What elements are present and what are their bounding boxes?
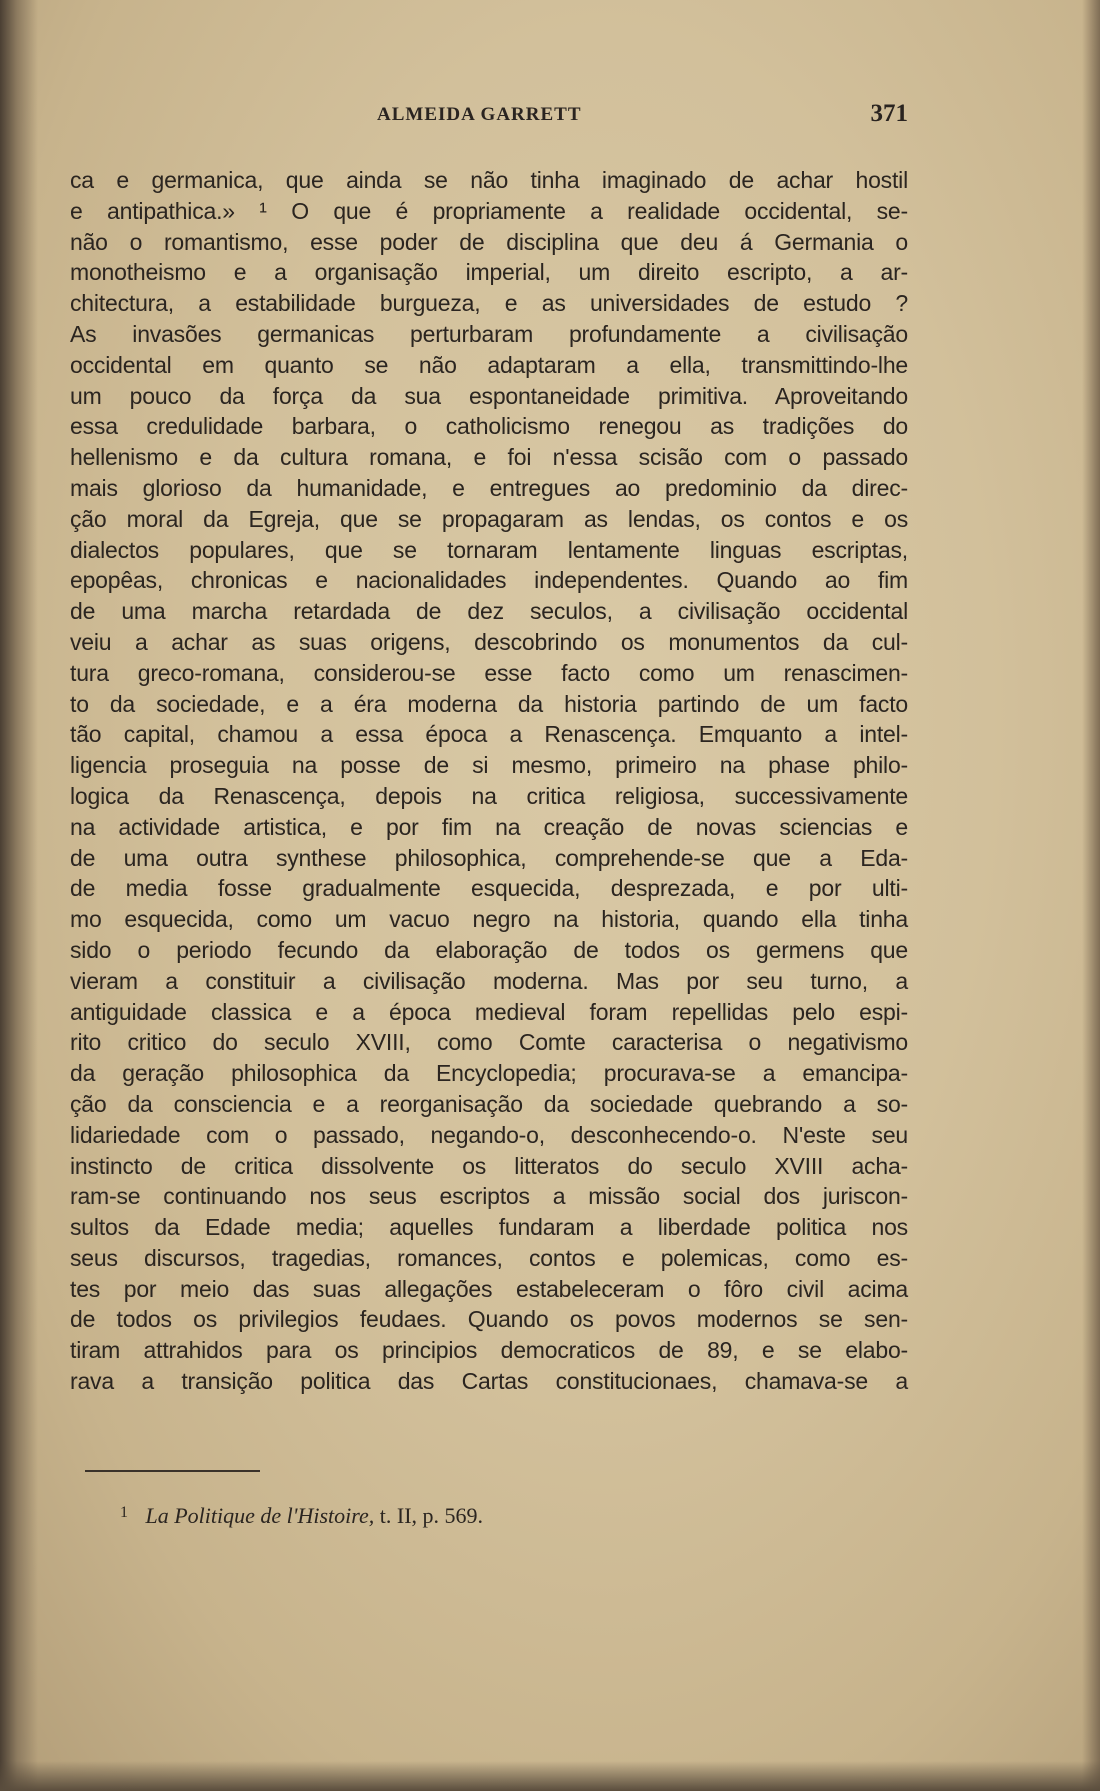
text-line: antiguidade classica e a época medieval foram repellidas pelo espi- — [70, 998, 908, 1025]
text-line: ca e germanica, que ainda se não tinha imaginado de achar hostil — [70, 167, 908, 193]
page-bottom-shadow — [0, 1761, 1100, 1791]
text-line: ligencia proseguia na posse de si mesmo, primeiro na phase philo- — [70, 752, 908, 779]
text-line: mais glorioso da humanidade, e entregues ao predominio da direc- — [70, 474, 908, 501]
text-line: instincto de critica dissolvente os litteratos do seculo XVIII acha- — [70, 1152, 908, 1179]
text-line: tiram attrahidos para os principios democraticos de 89, e se elabo- — [70, 1337, 908, 1364]
footnote-rule — [85, 1470, 260, 1472]
text-line: na actividade artistica, e por fim na creação de novas sciencias e — [70, 813, 908, 840]
footnote-mark: 1 — [120, 1504, 128, 1521]
text-line: um pouco da força da sua espontaneidade primitiva. Aproveitando — [70, 382, 908, 409]
text-line: essa credulidade barbara, o catholicismo renegou as tradições do — [70, 413, 908, 440]
footnote-reference: t. II, p. 569. — [379, 1503, 484, 1528]
text-line: seus discursos, tragedias, romances, contos e polemicas, como es- — [70, 1244, 908, 1271]
text-line: As invasões germanicas perturbaram profundamente a civilisação — [70, 320, 908, 347]
text-line: sido o periodo fecundo da elaboração de todos os germens que — [70, 936, 908, 963]
text-line: da geração philosophica da Encyclopedia; procurava-se a emancipa- — [70, 1060, 908, 1087]
footnote — [120, 1503, 483, 1529]
page-edge-shadow — [1082, 0, 1100, 1791]
page-number: 371 — [870, 100, 908, 127]
text-line: tão capital, chamou a essa época a Renascença. Emquanto a intel- — [70, 721, 908, 748]
text-line: tes por meio das suas allegações estabeleceram o fôro civil acima — [70, 1275, 908, 1302]
text-line: de todos os privilegios feudaes. Quando os povos modernos se sen- — [70, 1306, 908, 1333]
text-line: de uma marcha retardada de dez seculos, a civilisação occidental — [70, 598, 908, 625]
text-line: epopêas, chronicas e nacionalidades independentes. Quando ao fim — [70, 567, 908, 594]
text-line: chitectura, a estabilidade burgueza, e as universidades de estudo ? — [70, 290, 908, 317]
text-line: ção da consciencia e a reorganisação da sociedade quebrando a so- — [70, 1090, 908, 1117]
text-line: logica da Renascença, depois na critica religiosa, successivamente — [70, 782, 908, 809]
text-line: vieram a constituir a civilisação moderna. Mas por seu turno, a — [70, 967, 908, 994]
text-line: não o romantismo, esse poder de disciplina que deu á Germania o — [70, 228, 908, 255]
text-line: tura greco-romana, considerou-se esse facto como um renascimen- — [70, 659, 908, 686]
text-line: to da sociedade, e a éra moderna da historia partindo de um facto — [70, 690, 908, 717]
text-line: occidental em quanto se não adaptaram a ella, transmittindo-lhe — [70, 351, 908, 378]
page-gutter-shadow — [0, 0, 38, 1791]
text-line: de uma outra synthese philosophica, comprehende-se que a Eda- — [70, 844, 908, 871]
text-line: veiu a achar as suas origens, descobrindo os monumentos da cul- — [70, 628, 908, 655]
footnote-title: La Politique de l'Histoire, — [145, 1503, 375, 1528]
text-line: rito critico do seculo XVIII, como Comte caracterisa o negativismo — [70, 1029, 908, 1056]
text-line: rava a transição politica das Cartas constitucionaes, chamava-se a — [70, 1368, 908, 1395]
text-line: ram-se continuando nos seus escriptos a missão social dos juriscon- — [70, 1183, 908, 1210]
text-line: monotheismo e a organisação imperial, um direito escripto, a ar- — [70, 259, 908, 286]
text-line: dialectos populares, que se tornaram lentamente linguas escriptas, — [70, 536, 908, 563]
page-header — [70, 100, 908, 136]
text-line: de media fosse gradualmente esquecida, desprezada, e por ulti- — [70, 875, 908, 902]
text-line: lidariedade com o passado, negando-o, desconhecendo-o. N'este seu — [70, 1121, 908, 1148]
text-line: e antipathica.» ¹ O que é propriamente a realidade occidental, se- — [70, 197, 908, 224]
text-line: mo esquecida, como um vacuo negro na historia, quando ella tinha — [70, 906, 908, 933]
text-line: sultos da Edade media; aquelles fundaram a liberdade politica nos — [70, 1214, 908, 1241]
text-line: hellenismo e da cultura romana, e foi n'essa scisão com o passado — [70, 444, 908, 471]
running-head: ALMEIDA GARRETT — [377, 104, 582, 125]
text-line: ção moral da Egreja, que se propagaram as lendas, os contos e os — [70, 505, 908, 532]
body-text — [70, 165, 908, 1397]
